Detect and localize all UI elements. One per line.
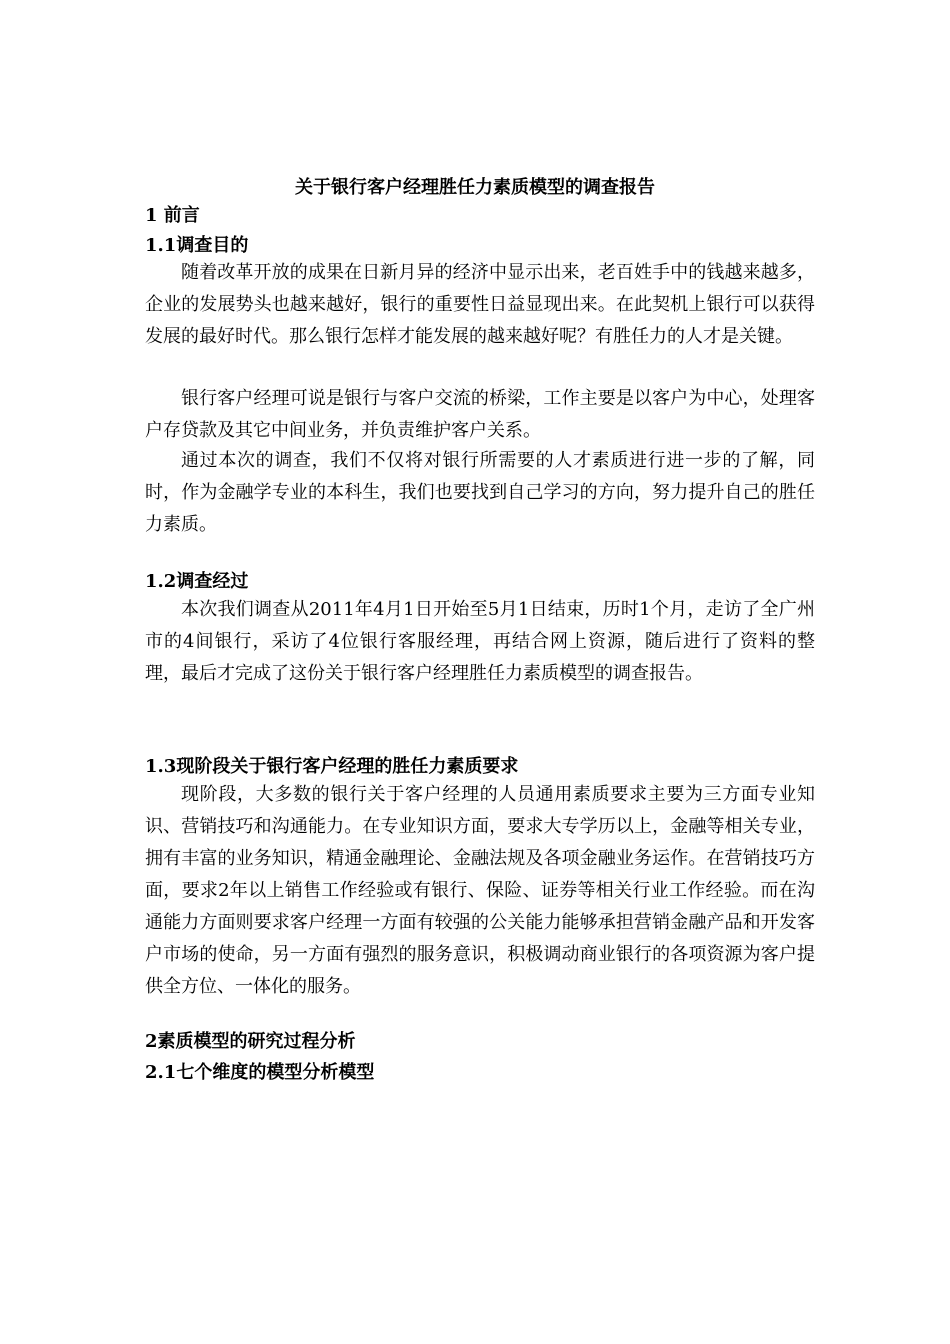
paragraph-purpose-2: 银行客户经理可说是银行与客户交流的桥梁，工作主要是以客户为中心，处理客户存贷款及其它中间业务，并负责维护客户关系。	[145, 388, 815, 441]
subsection-heading-requirements: 1.3现阶段关于银行客户经理的胜任力素质要求	[145, 756, 519, 777]
paragraph-purpose-3: 通过本次的调查，我们不仅将对银行所需要的人才素质进行进一步的了解，同时，作为金融学专业的本科生，我们也要找到自己学习的方向，努力提升自己的胜任力素质。	[145, 450, 815, 535]
paragraph-purpose-1: 随着改革开放的成果在日新月异的经济中显示出来，老百姓手中的钱越来越多，企业的发展势头也越来越好，银行的重要性日益显现出来。在此契机上银行可以获得发展的最好时代。那么银行怎样才能发展的越来越好呢？有胜任力的人才是关键。	[145, 262, 815, 347]
subsection-heading-purpose: 1.1调查目的	[145, 235, 249, 256]
paragraph-requirements: 现阶段，大多数的银行关于客户经理的人员通用素质要求主要为三方面专业知识、营销技巧和沟通能力。在专业知识方面，要求大专学历以上，金融等相关专业，拥有丰富的业务知识，精通金融理论、金融法规及各项金融业务运作。在营销技巧方面，要求2年以上销售工作经验或有银行、保险、证券等相关行业工作经验。而在沟通能力方面则要求客户经理一方面有较强的公关能力能够承担营销金融产品和开发客户市场的使命，另一方面有强烈的服务意识，积极调动商业银行的各项资源为客户提供全方位、一体化的服务。	[145, 784, 815, 997]
document-title: 关于银行客户经理胜任力素质模型的调查报告	[295, 177, 655, 198]
section-heading-preface: 1 前言	[145, 205, 200, 226]
subsection-heading-process: 1.2调查经过	[145, 571, 249, 592]
subsection-heading-seven-dimensions: 2.1七个维度的模型分析模型	[145, 1062, 375, 1083]
paragraph-process: 本次我们调查从2011年4月1日开始至5月1日结束，历时1个月，走访了全广州市的4间银行，采访了4位银行客服经理，再结合网上资源，随后进行了资料的整理，最后才完成了这份关于银行客户经理胜任力素质模型的调查报告。	[145, 599, 815, 684]
section-heading-model-analysis: 2素质模型的研究过程分析	[145, 1031, 356, 1052]
